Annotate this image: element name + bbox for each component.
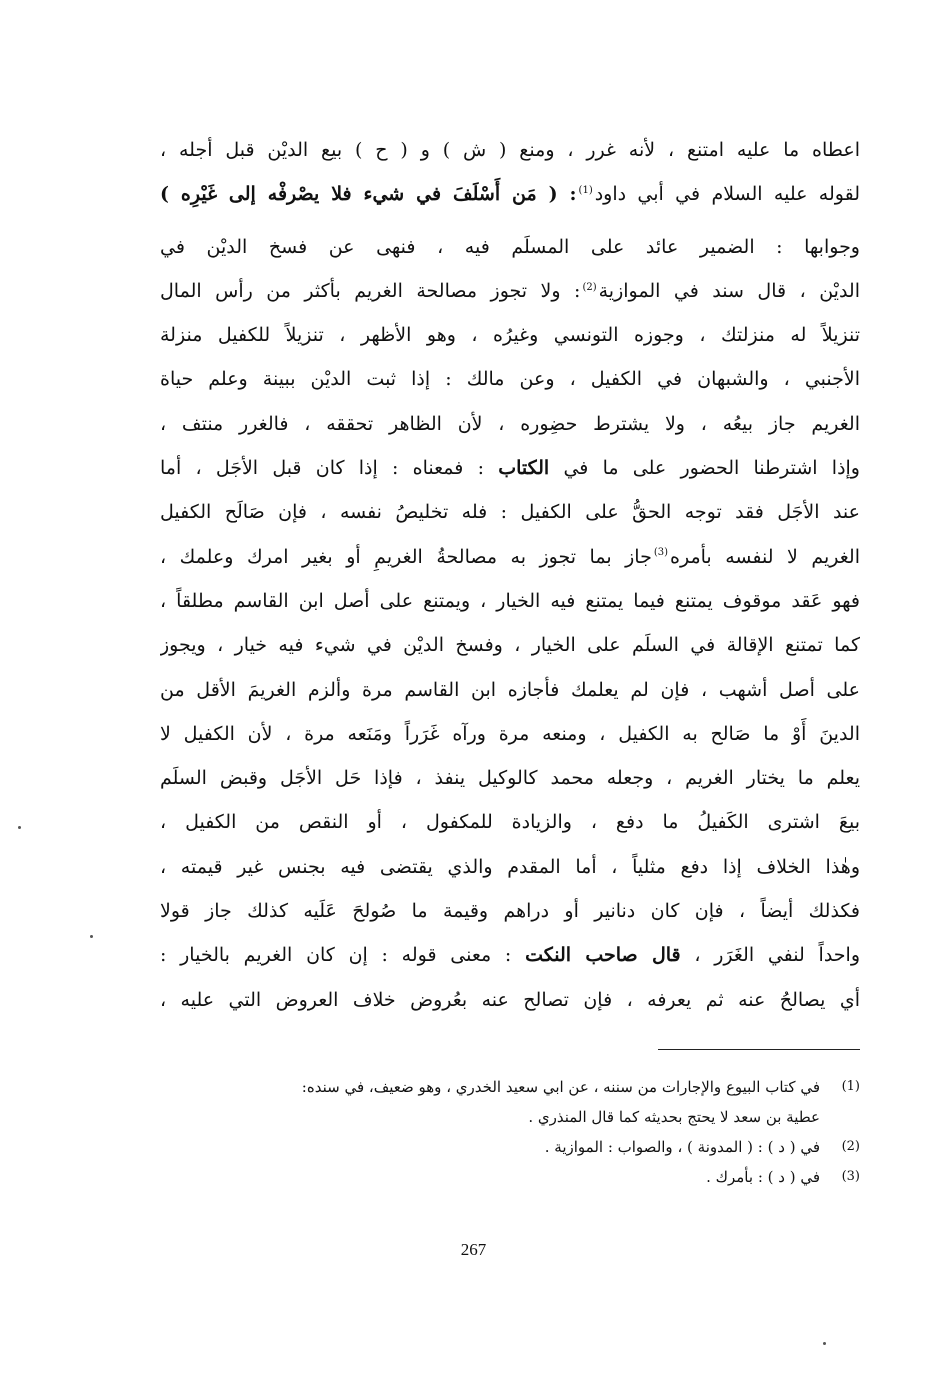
text-line: على أصل أشهب ، فإن لم يعلمك فأجازه ابن القاسم مرة وألزم الغريمَ الأقل من [160, 678, 860, 701]
text-line [160, 269, 860, 313]
text-run: لقوله عليه السلام في أبي داود [594, 183, 860, 206]
text-line: الأجنبي ، والشبهان في الكفيل ، وعن مالك : إذا ثبت الديْن ببينة وعلم حياة [160, 368, 860, 391]
text-run: وجوابها : الضمير عائد على المسلَم فيه ، فنهى عن فسخ الديْن في [160, 235, 860, 258]
text-run: : ولا تجوز مصالحة الغريم بأكثر من رأس المال [160, 279, 581, 302]
footnote-text: في كتاب البيوع والإجارات من سننه ، عن ابي سعيد الخدري ، وهو ضعيف، في سنده: [301, 1078, 820, 1096]
footnote-number: (1) [841, 1079, 860, 1094]
footnote-item [160, 1132, 860, 1162]
cited-author: قال صاحب النكت [525, 944, 681, 967]
hadith-quote: : ( مَن أَسْلَفَ في شيء فلا يصْرفْه إلى غَيْرِه ) [160, 183, 577, 206]
text-run: واحداً لنفي الغَرَر ، [694, 944, 860, 967]
text-line: أي يصالحُ عنه ثم يعرفه ، فإن تصالح عنه بعُروض خلاف العروض التي عليه ، [160, 988, 860, 1011]
footnote-text: في ( د ) : بأمرك . [706, 1168, 820, 1186]
text-line: كما تمتنع الإقالة في السلَم على الخيار ، وفسخ الديْن في شيء فيه خيار ، ويجوز [160, 634, 860, 657]
footnote-ref-1: (1) [578, 184, 593, 196]
text-line [160, 172, 860, 216]
text-line: عند الأجَل فقد توجه الحقُّ على الكفيل : فله تخليصُ نفسه ، فإن صَالَح الكفيل [160, 501, 860, 524]
scan-speck [823, 1342, 826, 1345]
footnote-number [820, 1102, 860, 1132]
text-line: فكذلك أيضاً ، فإن كان دنانير أو دراهم وقيمة ما صُولحَ عَلَيه كذلك جاز قولا [160, 900, 860, 923]
text-line [160, 446, 860, 490]
footnote-ref-2: (2) [582, 281, 597, 293]
text-run: : معنى قوله : إن كان الغريم بالخيار : [160, 944, 512, 967]
text-line [160, 933, 860, 977]
scan-speck [18, 826, 21, 829]
footnote-number: (3) [841, 1169, 860, 1184]
footnote-number: (2) [841, 1139, 860, 1154]
scan-speck [90, 935, 93, 938]
text-line [160, 535, 860, 579]
text-run: وإذا اشترطنا الحضور على ما في [563, 457, 860, 480]
text-line: وهٰذا الخلاف إذا دفع مثلياً ، أما المقدم والذي يقتضى فيه بجنس غير قيمته ، [160, 855, 860, 878]
text-line: الغريم جاز بيعُه ، ولا يشترط حضِوره ، لأن الظاهر تحققه ، فالغرر منتف ، [160, 412, 860, 435]
text-line: بيعَ اشترى الكَفيلُ ما دفع ، والزيادة للمكفول ، أو النقص من الكفيل ، [160, 811, 860, 834]
text-line: تنزيلاً له منزلتك ، وجوزه التونسي وغيرُه ، وهو الأظهر ، تنزيلاً للكفيل منزلة [160, 324, 860, 347]
footnote-ref-3: (3) [653, 547, 669, 559]
text-run: الديْن ، قال سند في الموازية [598, 279, 860, 302]
footnote-item [160, 1102, 860, 1132]
text-run: الغريم لا لنفسه بأمره [670, 545, 860, 568]
footnote-divider [658, 1049, 860, 1050]
footnote-text: في ( د ) : ( المدونة ) ، والصواب : الموازية . [544, 1138, 820, 1156]
footnote-item [160, 1072, 860, 1102]
footnote-text: عطية بن سعد لا يحتج بحديثه كما قال المنذري . [528, 1108, 820, 1126]
text-line: اعطاه ما عليه امتنع ، لأنه غرر ، ومنع ( ش ) و ( ح ) بيع الديْن قبل أجله ، [160, 139, 860, 161]
page-number: 267 [460, 1240, 487, 1259]
text-line [160, 225, 860, 269]
text-run: : فمعناه : إذا كان قبل الأجَل ، أما [160, 457, 484, 480]
text-line: الدينَ أَوْ ما صَالح به الكفيل ، ومنعه مرة ورآه غَرَراً ومَنَعه مرة ، لأن الكفيل لا [160, 722, 860, 745]
text-line: يعلم ما يختار الغريم ، وجعله محمد كالوكيل ينفذ ، فإذا حَل الأجَل وقبض السلَم [160, 767, 860, 790]
book-reference: الكتاب [498, 457, 550, 480]
footnote-item [160, 1162, 860, 1192]
text-run: جاز بما تجوز به مصالحةُ الغريمِ أو بغير امرك وعلمك ، [160, 545, 652, 568]
main-text-block [160, 128, 860, 1022]
footnotes [160, 1072, 860, 1192]
text-line: فهو عَقد موقوف يمتنع فيما يمتنع فيه الخيار ، ويمتنع على أصل ابن القاسم مطلقاً ، [160, 589, 860, 612]
